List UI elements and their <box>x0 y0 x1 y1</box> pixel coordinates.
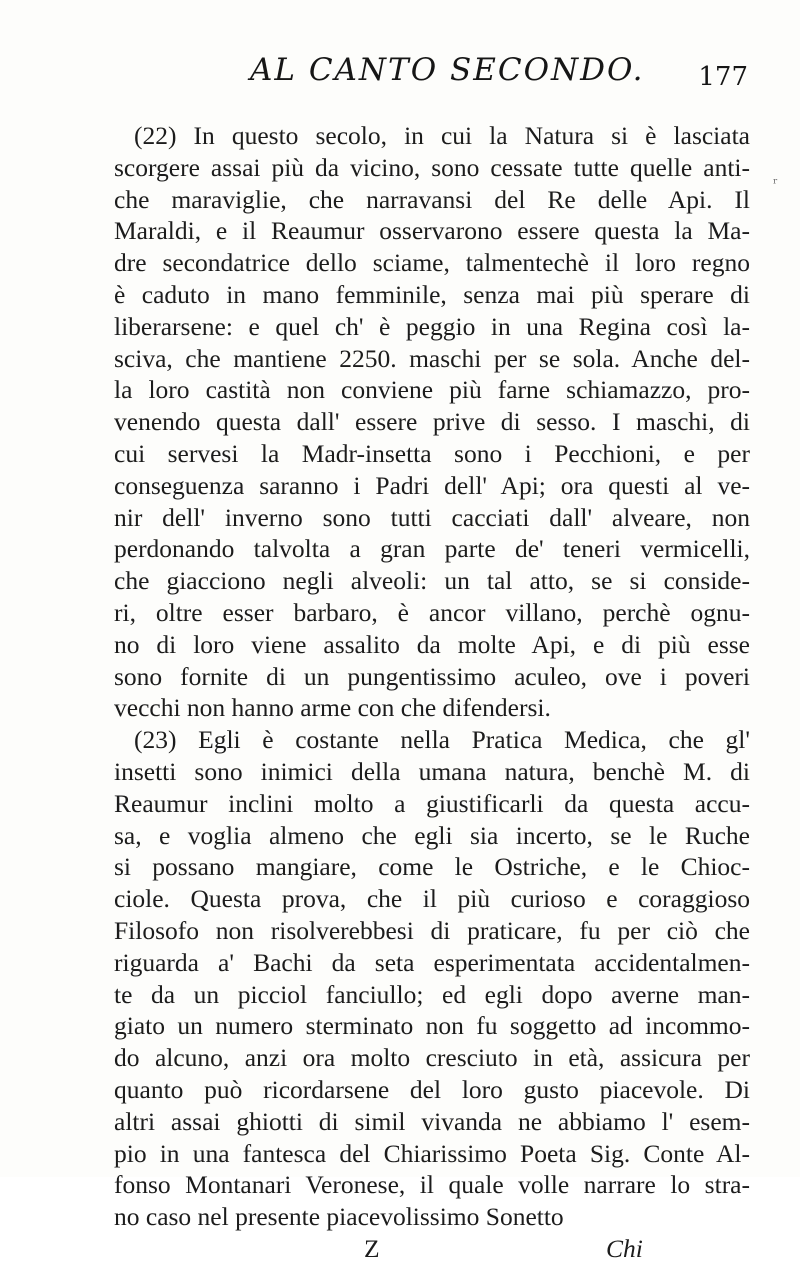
text-line: ri, oltre esser barbaro, è ancor villano, perchè ognu- <box>114 597 750 627</box>
text-line: sciva, che mantiene 2250. maschi per se sola. Anche del- <box>114 343 750 373</box>
text-body <box>114 120 750 1265</box>
text-line: che maraviglie, che narravansi del Re delle Api. Il <box>114 184 750 214</box>
text-line: te da un picciol fanciullo; ed egli dopo averne man- <box>114 979 750 1009</box>
text-line: no caso nel presente piacevolissimo Sonetto <box>114 1202 564 1232</box>
text-line: la loro castità non conviene più farne schiamazzo, pro- <box>114 375 750 405</box>
text-line: (22) In questo secolo, in cui la Natura si è lasciata <box>134 121 750 150</box>
text-line: dre secondatrice dello sciame, talmentechè il loro regno <box>114 248 750 278</box>
text-line: Maraldi, e il Reaumur osservarono essere questa la Ma- <box>114 216 750 246</box>
text-line: è caduto in mano femminile, senza mai più sperare di <box>114 279 750 309</box>
text-line: cui servesi la Madr-insetta sono i Pecchioni, e per <box>114 438 750 468</box>
text-line: nir dell' inverno sono tutti cacciati dall' alveare, non <box>114 502 750 532</box>
text-line: venendo questa dall' essere prive di sesso. I maschi, di <box>114 407 750 437</box>
text-line: no di loro viene assalito da molte Api, e di più esse <box>114 629 750 659</box>
text-line: che giacciono negli alveoli: un tal atto, se si conside- <box>114 566 750 596</box>
text-line: pio in una fantesca del Chiarissimo Poeta Sig. Conte Al- <box>114 1138 750 1168</box>
text-line: altri assai ghiotti di simil vivanda ne abbiamo l' esem- <box>114 1106 750 1136</box>
text-line: fonso Montanari Veronese, il quale volle narrare lo stra- <box>114 1170 750 1200</box>
running-title: AL CANTO SECONDO. <box>250 52 645 88</box>
text-line: insetti sono inimici della umana natura, benchè M. di <box>114 756 750 786</box>
text-line: perdonando talvolta a gran parte de' teneri vermicelli, <box>114 534 750 564</box>
text-line: Reaumur inclini molto a giustificarli da questa accu- <box>114 788 750 818</box>
text-line: scorgere assai più da vicino, sono cessate tutte quelle anti- <box>114 152 750 182</box>
text-line: Filosofo non risolverebbesi di praticare, fu per ciò che <box>114 915 750 945</box>
text-line: riguarda a' Bachi da seta esperimentata accidentalmen- <box>114 947 750 977</box>
text-line: giato un numero sterminato non fu soggetto ad incommo- <box>114 1011 750 1041</box>
page-number: 177 <box>698 62 748 92</box>
text-line: quanto può ricordarsene del loro gusto piacevole. Di <box>114 1074 750 1104</box>
text-line: (23) Egli è costante nella Pratica Medica, che gl' <box>134 725 750 755</box>
text-line: ciole. Questa prova, che il più curioso e coraggioso <box>114 884 750 914</box>
running-head <box>100 52 760 102</box>
text-line: sono fornite di un pungentissimo aculeo, ove i poveri <box>114 661 750 691</box>
margin-mark: ʳ <box>773 176 778 192</box>
text-line: do alcuno, anzi ora molto cresciuto in età, assicura per <box>114 1043 750 1073</box>
text-line: si possano mangiare, come le Ostriche, e le Chioc- <box>114 852 750 882</box>
text-line: conseguenza saranno i Padri dell' Api; ora questi al ve- <box>114 470 750 500</box>
text-line: sa, e voglia almeno che egli sia incerto, se le Ruche <box>114 820 750 850</box>
page-footer <box>114 1233 750 1265</box>
signature-mark: Z <box>364 1233 380 1263</box>
catchword: Chi <box>606 1233 643 1263</box>
text-line: liberarsene: e quel ch' è peggio in una Regina così la- <box>114 311 750 341</box>
text-line: vecchi non hanno arme con che difendersi. <box>114 693 551 723</box>
